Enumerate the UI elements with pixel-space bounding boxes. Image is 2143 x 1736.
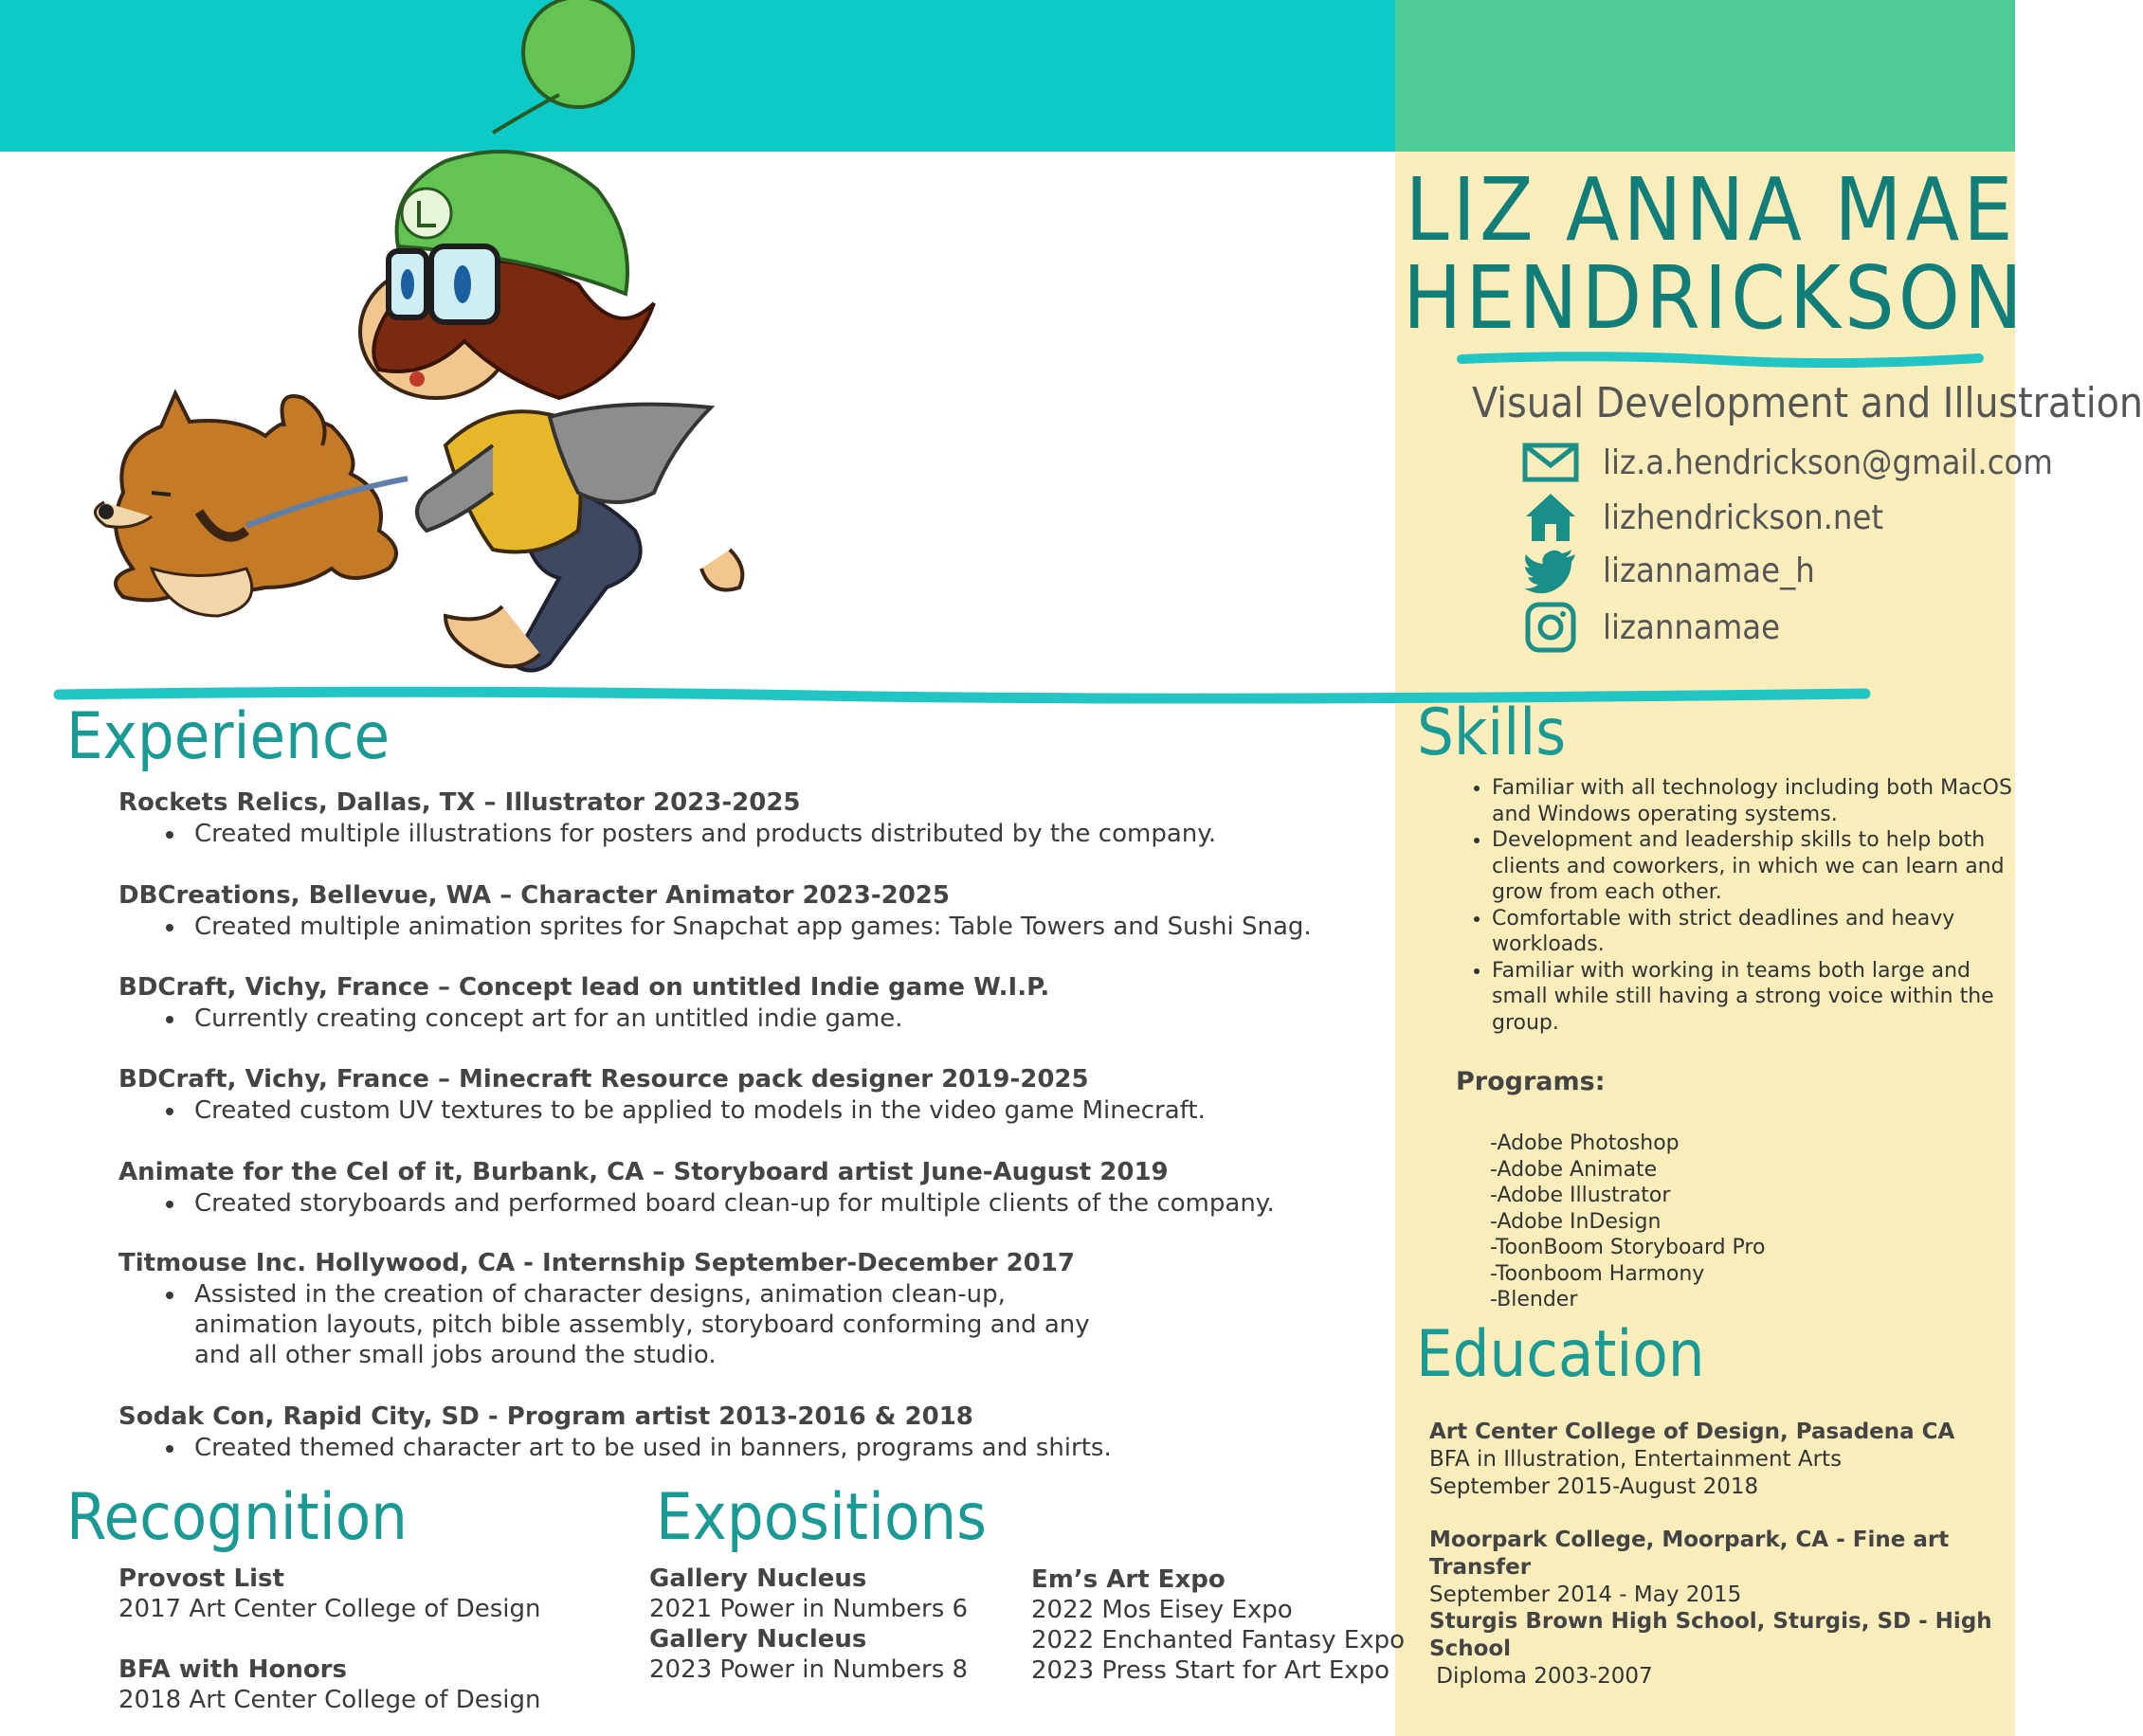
recognition-item	[118, 1564, 541, 1624]
education-detail: September 2015-August 2018	[1429, 1474, 1759, 1499]
applicant-name-line1: LIZ ANNA MAE	[1405, 159, 2017, 261]
skill-item: • Comfortable with strict deadlines and heavy workloads.	[1492, 906, 2023, 958]
envelope-icon	[1521, 438, 1580, 487]
instagram-icon	[1521, 603, 1580, 652]
contact-email[interactable]	[1521, 438, 2053, 487]
program-item: -ToonBoom Storyboard Pro	[1490, 1236, 1766, 1259]
exposition-event: 2022 Mos Eisey Expo	[1031, 1596, 1293, 1624]
skill-item: • Familiar with all technology including both MacOS and Windows operating systems.	[1492, 775, 2023, 827]
job-bullet: • Created storyboards and performed board clean-up for multiple clients of the company.	[187, 1188, 1351, 1219]
exposition-event: 2022 Enchanted Fantasy Expo	[1031, 1626, 1406, 1655]
program-item: -Adobe InDesign	[1490, 1209, 1662, 1234]
job-bullet: • Created custom UV textures to be applied to models in the video game Minecraft.	[187, 1095, 1351, 1126]
programs-label: Programs:	[1456, 1067, 1606, 1096]
job-title: Titmouse Inc. Hollywood, CA - Internship September-December 2017	[118, 1249, 1075, 1277]
girl-figure	[360, 261, 742, 671]
program-item: -Adobe Animate	[1490, 1157, 1658, 1182]
education-school: Art Center College of Design, Pasadena CA	[1429, 1420, 1955, 1444]
home-icon	[1521, 493, 1580, 542]
job-bullet: • Created multiple animation sprites for Snapchat app games: Table Towers and Sushi Snag.	[187, 912, 1351, 942]
name-underline	[1460, 351, 1981, 368]
education-item	[1429, 1527, 2015, 1609]
job-title: Sodak Con, Rapid City, SD - Program artist 2013-2016 & 2018	[118, 1402, 973, 1431]
job-bullet: • Assisted in the creation of character designs, animation clean-up, animation layouts, pitch bible assembly, storyboard conforming and any and all other small jobs around the studio.	[187, 1279, 1135, 1370]
job-bullet: • Created themed character art to be used in banners, programs and shirts.	[187, 1433, 1351, 1463]
education-school: Moorpark College, Moorpark, CA - Fine art Transfer	[1429, 1528, 1950, 1580]
skill-item: • Development and leadership skills to help both clients and coworkers, in which we can learn and grow from each other.	[1492, 827, 2023, 906]
job-title: DBCreations, Bellevue, WA – Character Animator 2023-2025	[118, 881, 950, 910]
exposition-event: 2021 Power in Numbers 6	[649, 1595, 969, 1623]
exposition-venue: Gallery Nucleus	[649, 1625, 867, 1654]
skills-heading: Skills	[1417, 696, 1567, 770]
program-item: -Adobe Photoshop	[1490, 1131, 1680, 1155]
programs-list	[1490, 1130, 1765, 1313]
education-item	[1429, 1419, 1954, 1501]
recognition-title: BFA with Honors	[118, 1655, 347, 1684]
program-item: -Blender	[1490, 1288, 1578, 1311]
email-text[interactable]: liz.a.hendrickson@gmail.com	[1603, 443, 2053, 482]
education-detail: BFA in Illustration, Entertainment Arts	[1429, 1447, 1843, 1472]
experience-heading: Experience	[66, 699, 390, 774]
recognition-item	[118, 1655, 541, 1715]
job-entry	[118, 879, 1351, 942]
job-entry	[118, 1247, 1351, 1370]
dog-figure	[95, 393, 396, 616]
job-entry	[118, 1156, 1351, 1219]
education-heading: Education	[1416, 1317, 1705, 1392]
education-detail: Diploma 2003-2007	[1429, 1664, 1653, 1689]
twitter-bird-icon	[1521, 546, 1580, 595]
job-bullet: • Currently creating concept art for an untitled indie game.	[187, 1004, 1351, 1034]
recognition-detail: 2017 Art Center College of Design	[118, 1595, 541, 1623]
tagline: Visual Development and Illustration	[1472, 379, 2143, 427]
exposition-column-2	[1031, 1564, 1405, 1686]
contact-instagram[interactable]	[1521, 603, 1780, 652]
education-school: Sturgis Brown High School, Sturgis, SD - High School	[1429, 1609, 1992, 1661]
applicant-name-line2: HENDRICKSON	[1403, 247, 2026, 349]
recognition-detail: 2018 Art Center College of Design	[118, 1686, 541, 1714]
education-detail: September 2014 - May 2015	[1429, 1582, 1742, 1607]
skills-list	[1460, 775, 2023, 1036]
character-illustration	[47, 0, 749, 682]
job-entry	[118, 1401, 1351, 1463]
exposition-column-1	[649, 1564, 968, 1685]
exposition-venue: Em’s Art Expo	[1031, 1565, 1226, 1594]
contact-website[interactable]	[1521, 493, 1883, 542]
job-title: Animate for the Cel of it, Burbank, CA – Storyboard artist June-August 2019	[118, 1158, 1169, 1186]
exposition-event: 2023 Press Start for Art Expo	[1031, 1656, 1390, 1685]
twitter-handle[interactable]: lizannamae_h	[1603, 551, 1815, 590]
job-entry	[118, 971, 1351, 1034]
glasses	[389, 246, 498, 322]
job-title: Rockets Relics, Dallas, TX – Illustrator 2023-2025	[118, 788, 801, 817]
header-band-green	[1395, 0, 2015, 152]
contact-twitter[interactable]	[1521, 546, 1815, 595]
website-text[interactable]: lizhendrickson.net	[1603, 497, 1884, 537]
instagram-handle[interactable]: lizannamae	[1603, 607, 1781, 647]
recognition-heading: Recognition	[66, 1480, 408, 1555]
program-item: -Adobe Illustrator	[1490, 1184, 1671, 1207]
job-title: BDCraft, Vichy, France – Concept lead on untitled Indie game W.I.P.	[118, 973, 1050, 1002]
job-entry	[118, 787, 1351, 849]
exposition-event: 2023 Power in Numbers 8	[649, 1655, 969, 1684]
job-title: BDCraft, Vichy, France – Minecraft Resource pack designer 2019-2025	[118, 1065, 1089, 1094]
job-entry	[118, 1063, 1351, 1126]
expositions-heading: Expositions	[656, 1480, 988, 1555]
education-item	[1429, 1608, 2015, 1691]
recognition-title: Provost List	[118, 1564, 284, 1593]
program-item: -Toonboom Harmony	[1490, 1261, 1705, 1286]
skill-item: • Familiar with working in teams both large and small while still having a strong voice within the group.	[1492, 958, 2023, 1037]
exposition-venue: Gallery Nucleus	[649, 1564, 867, 1593]
job-bullet: • Created multiple illustrations for posters and products distributed by the company.	[187, 819, 1351, 849]
